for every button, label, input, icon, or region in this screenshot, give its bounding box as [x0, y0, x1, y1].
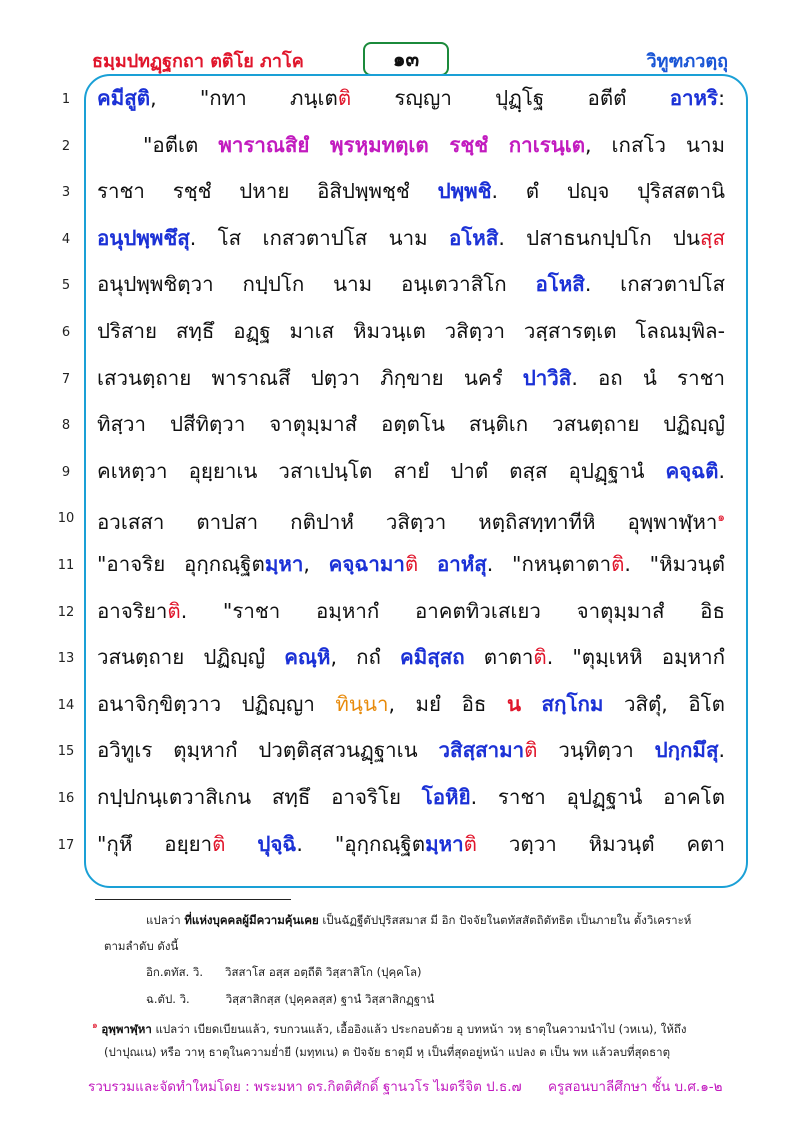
text-run	[225, 832, 257, 856]
text-run: , กถํ	[330, 645, 400, 670]
text-line	[0, 311, 800, 357]
text-run: กปฺปกนฺเตวาสิเกน สทฺธึ อาจริโย	[97, 785, 422, 809]
text-run: อวเสสา ตาปสา กติปาหํ วสิตฺวา หตฺถิสทฺทาทีหิ อุพฺพาฬฺหา	[97, 510, 718, 535]
line-number: 10	[57, 511, 75, 527]
highlighted-word: ติ	[463, 831, 477, 856]
line-number: 7	[61, 371, 71, 387]
highlighted-word: ติ	[404, 552, 419, 576]
text-run: อาจริยา	[97, 598, 168, 623]
footnote-3: ฉ.ตัป. วิ. วิสฺสาสิกสฺส (ปุคฺคลสฺส) ฐานํ วิสฺสาสิกฏฺฐานํ	[146, 992, 435, 1006]
chapter-title: วิทูฑภวตฺถุ	[646, 51, 728, 72]
text-line	[0, 358, 800, 404]
text-run: . อถ นํ ราชา	[571, 365, 726, 390]
highlighted-word: น	[506, 691, 521, 716]
line-number: 14	[57, 697, 75, 713]
line-text	[97, 782, 725, 812]
line-text	[97, 363, 725, 393]
text-run: คเหตฺวา อุยฺยาเน วสาเปนฺโต สายํ ปาตํ ตสฺส อุปฏฺฐานํ	[97, 458, 666, 483]
text-run: , มยํ อิธ	[388, 691, 507, 716]
highlighted-word: สฺส	[699, 225, 725, 250]
line-number: 3	[61, 185, 71, 201]
text-run: ทิสฺวา ปสีทิตฺวา จาตุมฺมาสํ อตฺตโน สนฺติเก วสนตฺถาย ปฏิญฺญํ	[97, 412, 725, 437]
text-run: .	[718, 738, 725, 763]
line-text	[97, 689, 725, 719]
line-text	[97, 130, 725, 160]
footnote-divider	[95, 899, 291, 900]
text-run: "กุหึ อยฺยา	[97, 831, 213, 856]
text-line	[0, 637, 800, 683]
text-run: วนฺทิตฺวา	[537, 738, 655, 763]
footer-role: ครูสอนบาลีศึกษา ชั้น บ.ศ.๑-๒	[548, 1079, 723, 1095]
highlighted-word: อโหสิ	[448, 225, 499, 250]
text-run: วสนตฺถาย ปฏิญฺญํ	[97, 645, 285, 670]
line-number: 1	[61, 92, 71, 107]
highlighted-word: วสิสฺสามา	[438, 738, 525, 763]
line-number: 11	[57, 558, 75, 573]
highlighted-word: สกฺโกม	[541, 691, 604, 716]
highlighted-word: อนุปพฺพชึสุ	[97, 225, 190, 250]
highlighted-word: คมีสูติ	[97, 86, 151, 110]
line-text	[97, 502, 725, 537]
line-number: 16	[57, 791, 75, 806]
line-text	[97, 316, 725, 346]
text-run: อนาจิกฺขิตฺวาว ปฏิญฺญา	[97, 691, 336, 716]
highlighted-word: ติ	[533, 645, 547, 670]
line-text	[97, 83, 725, 113]
line-number: 4	[61, 231, 71, 247]
text-run: . "ราชา อมฺหากํ อาคตทิวเสเยว จาตุมฺมาสํ อิธ	[180, 598, 725, 623]
highlighted-word: ติ	[524, 738, 538, 763]
highlighted-word: มฺหา	[425, 831, 464, 856]
line-number: 13	[57, 651, 75, 667]
footnote-2: อิก.ตทัส. วิ. วิสสาโส อสฺส อตฺถีติ วิสฺสาสิโก (ปุคฺคโล)	[146, 965, 422, 979]
footnote-4-term: อุพฺพาฬฺหา	[101, 1021, 152, 1036]
highlighted-word: ปพฺพชิ	[437, 179, 492, 204]
highlighted-word: อาหริ	[669, 86, 719, 110]
highlighted-word: มฺหา	[264, 552, 304, 576]
text-run: , เกสโว นาม	[585, 132, 726, 157]
highlighted-word: คณฺหิ	[284, 645, 331, 670]
footnote-1-term: ที่แห่งบุคคลผู้มีความคุ้นเคย	[184, 913, 319, 927]
highlighted-word: ติ	[167, 598, 181, 623]
highlighted-word: ๑	[717, 510, 725, 525]
text-run: ราชา รชฺชํ ปหาย อิสิปพฺพชฺชํ	[97, 179, 438, 204]
text-line	[0, 125, 800, 171]
line-text	[97, 829, 725, 859]
line-number: 8	[61, 418, 71, 434]
footnote-4-line2: (ปาปุณเน) หรือ วาหฺ ธาตุในความย่ำยี (มทฺทเน) ต ปัจจัย ธาตุมี หฺ เป็นที่สุดอยู่หน้า แปลง ต เป็น พห แล้วลบที่สุดธาตุ	[104, 1045, 671, 1059]
footnote-1-line2: ตามลำดับ ดังนี้	[104, 939, 179, 953]
text-run: ปริสาย สทฺธึ อฏฺฐ มาเส หิมวนฺเต วสิตฺวา วสฺสารตฺเต โลณมฺพิล-	[97, 319, 725, 343]
line-number: 15	[57, 744, 75, 760]
line-text	[97, 409, 725, 439]
text-line	[0, 497, 800, 543]
line-number: 17	[57, 837, 75, 853]
text-run: . ราชา อุปฏฺฐานํ อาคโต	[470, 785, 726, 809]
line-text	[97, 456, 725, 486]
text-run: วตฺวา หิมวนฺตํ คตา	[476, 831, 725, 856]
text-run: . "กหนฺตาตา	[486, 552, 612, 576]
text-run: . "ตุมฺเหหิ อมฺหากํ	[546, 645, 726, 670]
text-run: . โส เกสวตาปโส นาม	[189, 225, 449, 250]
text-line	[0, 171, 800, 217]
line-text	[97, 596, 725, 626]
highlighted-word: ปุจฺฉิ	[257, 831, 297, 856]
text-run: .	[718, 458, 725, 483]
text-run: :	[718, 86, 725, 110]
highlighted-word: ติ	[611, 552, 625, 576]
footnote-4: $^๑$ อุพฺพาฬฺหา แปลว่า เบียดเบียนแล้ว, รบกวนแล้ว, เอื้ออิงแล้ว ประกอบด้วย อุ บทหน้า วหฺ ธาตุในความนำไป (วหเน), ให้ถึง	[92, 1021, 687, 1036]
highlighted-word: พาราณสิยํ พฺรหฺมทตฺเต รชฺชํ กาเรนฺเต	[218, 132, 586, 157]
text-line	[0, 824, 800, 870]
text-run: อนุปพฺพชิตฺวา กปฺปโก นาม อนฺเตวาสิโก	[97, 272, 536, 297]
page-number: ๑๓	[363, 42, 449, 76]
text-run: เสวนตฺถาย พาราณสึ ปตฺวา ภิกฺขาย นครํ	[97, 365, 523, 390]
text-run: . เกสวตาปโส	[584, 272, 725, 297]
highlighted-word: ทินฺนา	[335, 691, 389, 716]
text-run: ,	[303, 552, 329, 576]
text-line	[0, 78, 800, 124]
text-run	[418, 552, 437, 576]
footnote-1: แปลว่า ที่แห่งบุคคลผู้มีความคุ้นเคย เป็นฉัฏฐีตัปปุริสสมาส มี อิก ปัจจัยในตทัสสัตถิตัทธิต เป็นภายใน ตั้งวิเคราะห์	[146, 913, 692, 927]
text-line	[0, 684, 800, 730]
text-line	[0, 404, 800, 450]
line-text	[97, 176, 725, 206]
line-number: 12	[57, 604, 75, 620]
highlighted-word: คมิสฺสถ	[400, 645, 465, 670]
text-run: . "อุกฺกณฺฐิต	[296, 831, 426, 856]
text-run: , "กทา ภนฺเต	[150, 86, 338, 110]
text-run: รญฺญา ปุฏฺโฐ อตีตํ	[351, 86, 670, 110]
highlighted-word: ติ	[337, 86, 352, 110]
line-text	[97, 269, 725, 299]
highlighted-word: ปกฺกมึสุ	[654, 738, 719, 763]
text-line	[0, 264, 800, 310]
text-run	[521, 692, 542, 716]
text-run: วสิตุํ, อิโต	[603, 691, 725, 716]
text-run: . ปสาธนกปฺปโก ปน	[498, 225, 700, 250]
highlighted-word: คจฺฉติ	[665, 458, 719, 483]
text-run: "อตีเต	[143, 132, 219, 157]
text-line	[0, 544, 800, 590]
line-number: 2	[61, 138, 71, 154]
text-line	[0, 591, 800, 637]
footer-credit: รวบรวมและจัดทำใหม่โดย : พระมหา ดร.กิตติศักดิ์ ฐานวโร ไมตรีจิต ป.ธ.๗	[88, 1079, 522, 1095]
line-text	[97, 735, 725, 765]
highlighted-word: ติ	[212, 831, 226, 856]
highlighted-word: ปาวิสิ	[522, 365, 572, 390]
text-line	[0, 218, 800, 264]
highlighted-word: อาหํสุ	[436, 552, 487, 576]
text-run: ตาตา	[464, 645, 534, 670]
text-line	[0, 777, 800, 823]
text-line	[0, 451, 800, 497]
text-line	[0, 730, 800, 776]
book-title: ธมฺมปทฏฺฐกถา ตติโย ภาโค	[92, 51, 304, 72]
line-text	[97, 223, 725, 253]
line-text	[97, 549, 725, 579]
text-run: . ตํ ปญฺจ ปุริสสตานิ	[491, 179, 725, 204]
line-number: 6	[61, 325, 71, 340]
line-number: 5	[61, 278, 71, 294]
highlighted-word: อโหสิ	[535, 272, 585, 297]
highlighted-word: คจฺฉามา	[328, 552, 405, 576]
line-text	[97, 642, 725, 672]
text-run: . "หิมวนฺตํ	[624, 552, 725, 576]
line-number: 9	[61, 464, 71, 480]
highlighted-word: โอหิยิ	[421, 785, 471, 809]
text-run: อวิทูเร ตุมฺหากํ ปวตฺติสฺสวนฏฺฐาเน	[97, 738, 439, 763]
text-run: "อาจริย อุกฺกณฺฐิต	[97, 552, 265, 576]
